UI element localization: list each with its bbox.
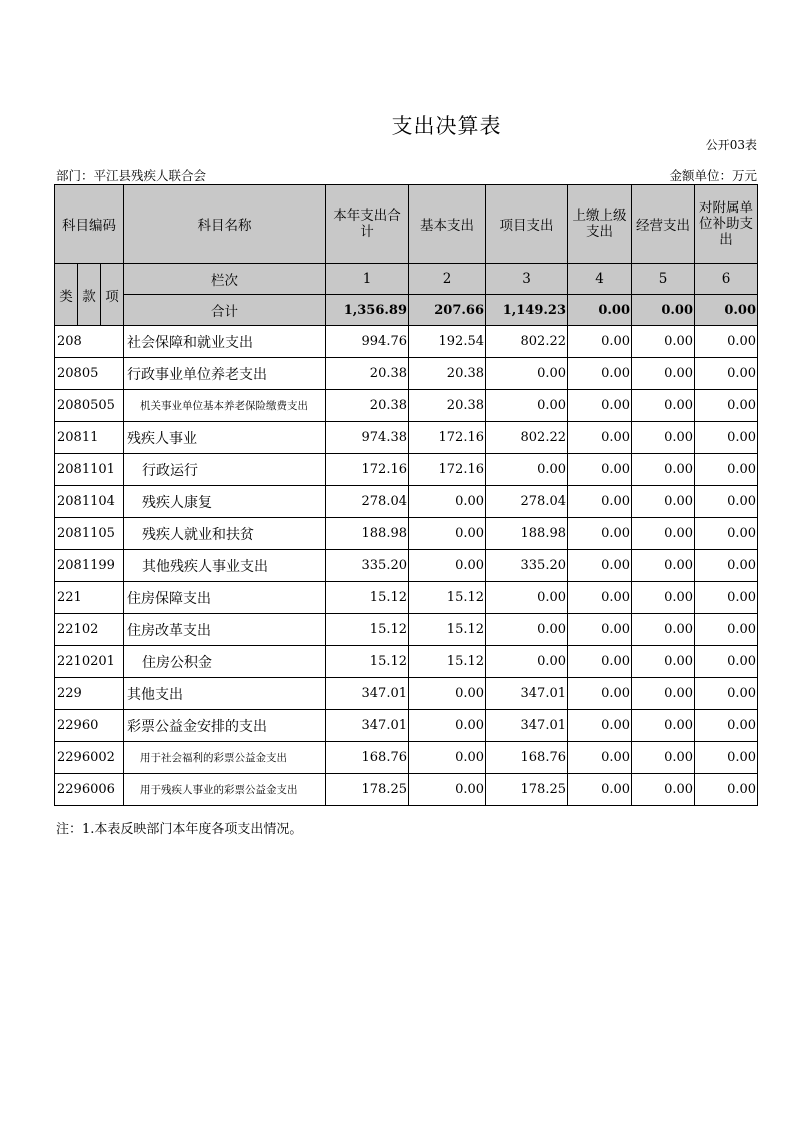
subject-name: 机关事业单位基本养老保险缴费支出 (124, 390, 326, 422)
amount-cell: 178.25 (486, 774, 568, 806)
amount-cell: 0.00 (568, 518, 632, 550)
amount-cell: 15.12 (326, 582, 409, 614)
subject-code: 208 (55, 326, 124, 358)
subject-code: 2210201 (55, 646, 124, 678)
table-row (55, 582, 758, 614)
amount-cell: 15.12 (409, 582, 486, 614)
amount-cell: 335.20 (486, 550, 568, 582)
amount-cell: 0.00 (486, 582, 568, 614)
amount-cell: 188.98 (486, 518, 568, 550)
amount-cell: 0.00 (695, 550, 758, 582)
page-title: 支出决算表 (391, 114, 502, 138)
table-row (55, 486, 758, 518)
totals-row (55, 295, 758, 326)
table-row (55, 646, 758, 678)
col-index: 6 (695, 264, 758, 295)
header-name: 科目名称 (124, 185, 326, 264)
subject-code: 20811 (55, 422, 124, 454)
amount-cell: 0.00 (632, 358, 695, 390)
subject-name: 用于残疾人事业的彩票公益金支出 (124, 774, 326, 806)
subject-name: 行政事业单位养老支出 (124, 358, 326, 390)
amount-cell: 0.00 (568, 742, 632, 774)
amount-cell: 168.76 (326, 742, 409, 774)
total-value: 1,356.89 (326, 295, 409, 326)
table-row (55, 614, 758, 646)
amount-cell: 20.38 (326, 358, 409, 390)
amount-cell: 0.00 (409, 742, 486, 774)
amount-cell: 335.20 (326, 550, 409, 582)
col-index: 3 (486, 264, 568, 295)
amount-cell: 0.00 (695, 422, 758, 454)
header-total: 本年支出合计 (326, 185, 409, 264)
amount-cell: 20.38 (409, 390, 486, 422)
amount-cell: 0.00 (695, 390, 758, 422)
amount-cell: 0.00 (409, 678, 486, 710)
amount-cell: 0.00 (632, 614, 695, 646)
amount-cell: 0.00 (632, 422, 695, 454)
amount-unit-label: 金额单位：万元 (669, 168, 757, 183)
amount-cell: 347.01 (486, 678, 568, 710)
amount-cell: 0.00 (632, 710, 695, 742)
amount-cell: 0.00 (632, 678, 695, 710)
amount-cell: 802.22 (486, 422, 568, 454)
table-row (55, 518, 758, 550)
amount-cell: 802.22 (486, 326, 568, 358)
amount-cell: 0.00 (695, 518, 758, 550)
amount-cell: 0.00 (695, 774, 758, 806)
subject-name: 社会保障和就业支出 (124, 326, 326, 358)
amount-cell: 0.00 (695, 614, 758, 646)
table-row (55, 358, 758, 390)
total-value: 0.00 (632, 295, 695, 326)
table-row (55, 678, 758, 710)
amount-cell: 0.00 (632, 550, 695, 582)
amount-cell: 0.00 (695, 742, 758, 774)
subject-name: 残疾人就业和扶贫 (124, 518, 326, 550)
subject-name: 残疾人康复 (124, 486, 326, 518)
total-value: 207.66 (409, 295, 486, 326)
subject-name: 其他支出 (124, 678, 326, 710)
amount-cell: 0.00 (486, 646, 568, 678)
col-index: 5 (632, 264, 695, 295)
total-value: 0.00 (568, 295, 632, 326)
table-row (55, 390, 758, 422)
amount-cell: 278.04 (326, 486, 409, 518)
table-row (55, 422, 758, 454)
amount-cell: 0.00 (568, 390, 632, 422)
amount-cell: 0.00 (695, 646, 758, 678)
table-row (55, 454, 758, 486)
amount-cell: 20.38 (409, 358, 486, 390)
total-value: 0.00 (695, 295, 758, 326)
total-label: 合计 (124, 295, 326, 326)
table-row (55, 550, 758, 582)
subject-name: 用于社会福利的彩票公益金支出 (124, 742, 326, 774)
amount-cell: 0.00 (632, 774, 695, 806)
amount-cell: 15.12 (409, 646, 486, 678)
subject-code: 2081199 (55, 550, 124, 582)
header-project: 项目支出 (486, 185, 568, 264)
expenditure-table (54, 184, 758, 806)
amount-cell: 0.00 (695, 582, 758, 614)
subject-code: 2080505 (55, 390, 124, 422)
amount-cell: 347.01 (486, 710, 568, 742)
amount-cell: 0.00 (568, 582, 632, 614)
amount-cell: 0.00 (632, 390, 695, 422)
header-business: 经营支出 (632, 185, 695, 264)
amount-cell: 0.00 (568, 710, 632, 742)
department-label: 部门：平江县残疾人联合会 (56, 168, 207, 183)
amount-cell: 0.00 (409, 710, 486, 742)
amount-cell: 0.00 (695, 358, 758, 390)
subject-code: 22102 (55, 614, 124, 646)
header-upper: 上缴上级支出 (568, 185, 632, 264)
amount-cell: 0.00 (695, 678, 758, 710)
col-index: 1 (326, 264, 409, 295)
subject-code: 2296006 (55, 774, 124, 806)
col-index: 4 (568, 264, 632, 295)
amount-cell: 0.00 (486, 390, 568, 422)
subject-name: 行政运行 (124, 454, 326, 486)
subject-name: 其他残疾人事业支出 (124, 550, 326, 582)
header-subsidy: 对附属单位补助支出 (695, 185, 758, 264)
table-row (55, 710, 758, 742)
header-basic: 基本支出 (409, 185, 486, 264)
amount-cell: 178.25 (326, 774, 409, 806)
amount-cell: 0.00 (409, 774, 486, 806)
subject-name: 住房改革支出 (124, 614, 326, 646)
amount-cell: 0.00 (409, 518, 486, 550)
footnote: 注：1.本表反映部门本年度各项支出情况。 (56, 822, 303, 837)
subject-name: 彩票公益金安排的支出 (124, 710, 326, 742)
table-row (55, 742, 758, 774)
subject-name: 住房公积金 (124, 646, 326, 678)
subject-code: 229 (55, 678, 124, 710)
header-code: 科目编码 (55, 185, 124, 264)
total-value: 1,149.23 (486, 295, 568, 326)
amount-cell: 0.00 (695, 710, 758, 742)
amount-cell: 0.00 (632, 454, 695, 486)
header-xiang: 项 (101, 264, 124, 326)
header-lei: 类 (55, 264, 78, 326)
form-number: 公开03表 (705, 138, 757, 152)
amount-cell: 15.12 (409, 614, 486, 646)
table-row (55, 774, 758, 806)
amount-cell: 0.00 (568, 422, 632, 454)
amount-cell: 15.12 (326, 646, 409, 678)
column-index-row (55, 264, 758, 295)
amount-cell: 172.16 (409, 422, 486, 454)
amount-cell: 172.16 (326, 454, 409, 486)
amount-cell: 192.54 (409, 326, 486, 358)
header-lanci: 栏次 (124, 264, 326, 295)
subject-name: 残疾人事业 (124, 422, 326, 454)
amount-cell: 0.00 (568, 326, 632, 358)
amount-cell: 0.00 (486, 454, 568, 486)
amount-cell: 0.00 (695, 326, 758, 358)
amount-cell: 0.00 (568, 614, 632, 646)
amount-cell: 0.00 (568, 454, 632, 486)
amount-cell: 0.00 (409, 550, 486, 582)
amount-cell: 0.00 (568, 646, 632, 678)
amount-cell: 0.00 (486, 358, 568, 390)
subject-code: 20805 (55, 358, 124, 390)
amount-cell: 0.00 (632, 742, 695, 774)
subject-name: 住房保障支出 (124, 582, 326, 614)
subject-code: 2081104 (55, 486, 124, 518)
amount-cell: 974.38 (326, 422, 409, 454)
table-body (55, 185, 758, 806)
subject-code: 2081105 (55, 518, 124, 550)
amount-cell: 0.00 (632, 646, 695, 678)
amount-cell: 0.00 (695, 486, 758, 518)
amount-cell: 0.00 (568, 550, 632, 582)
subject-code: 2081101 (55, 454, 124, 486)
subject-code: 2296002 (55, 742, 124, 774)
header-kuan: 款 (78, 264, 101, 326)
amount-cell: 0.00 (632, 326, 695, 358)
col-index: 2 (409, 264, 486, 295)
amount-cell: 0.00 (568, 358, 632, 390)
amount-cell: 0.00 (632, 486, 695, 518)
header-row (55, 185, 758, 264)
amount-cell: 0.00 (632, 518, 695, 550)
amount-cell: 278.04 (486, 486, 568, 518)
amount-cell: 168.76 (486, 742, 568, 774)
amount-cell: 0.00 (568, 678, 632, 710)
amount-cell: 0.00 (568, 486, 632, 518)
amount-cell: 0.00 (632, 582, 695, 614)
amount-cell: 347.01 (326, 678, 409, 710)
amount-cell: 347.01 (326, 710, 409, 742)
amount-cell: 994.76 (326, 326, 409, 358)
amount-cell: 188.98 (326, 518, 409, 550)
amount-cell: 15.12 (326, 614, 409, 646)
amount-cell: 172.16 (409, 454, 486, 486)
amount-cell: 0.00 (486, 614, 568, 646)
table-row (55, 326, 758, 358)
subject-code: 221 (55, 582, 124, 614)
amount-cell: 0.00 (695, 454, 758, 486)
amount-cell: 0.00 (568, 774, 632, 806)
amount-cell: 0.00 (409, 486, 486, 518)
subject-code: 22960 (55, 710, 124, 742)
amount-cell: 20.38 (326, 390, 409, 422)
